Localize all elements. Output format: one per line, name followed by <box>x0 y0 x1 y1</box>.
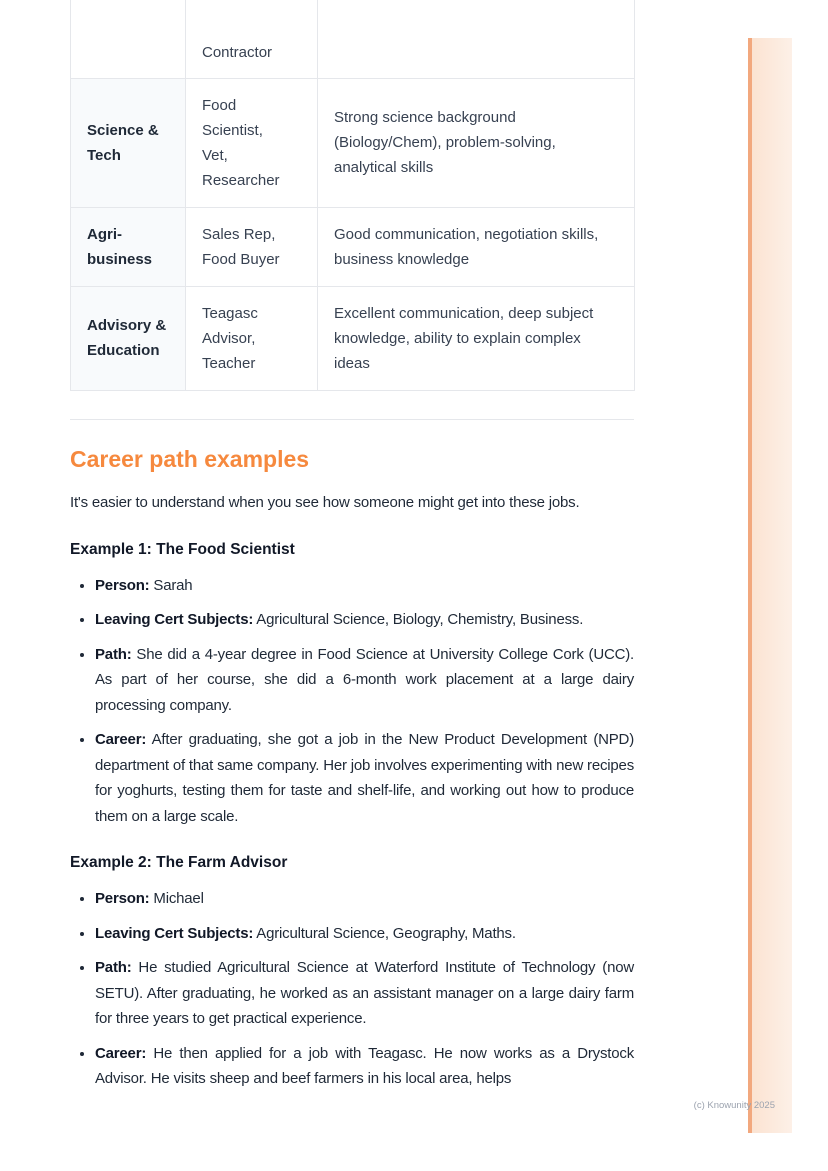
skills-cell: Strong science background (Biology/Chem), problem-solving, analytical skills <box>318 78 635 207</box>
bullet-item: • Leaving Cert Subjects: Agricultural Science, Geography, Maths. <box>95 921 634 947</box>
section-heading: Career path examples <box>70 445 310 472</box>
copyright-notice: (c) Knowunity 2025 <box>693 1100 775 1111</box>
bullet-label: Person: <box>95 890 150 907</box>
bullet-item: • Path: He studied Agricultural Science at Waterford Institute of Technology (now SETU). After graduating, he worked as an assistant manager on a large dairy farm for three years to get practical experience. <box>95 955 634 1032</box>
table-row <box>71 78 635 207</box>
bullet-list <box>70 573 634 830</box>
careers-table <box>70 0 635 391</box>
table-row-partial <box>71 0 635 78</box>
category-cell: Agri-business <box>71 207 186 286</box>
category-cell <box>71 0 186 78</box>
category-cell: Advisory & Education <box>71 286 186 390</box>
bullet-label: Path: <box>95 645 132 663</box>
page-edge-decoration <box>748 38 792 1133</box>
bullet-item: • Person: Sarah <box>95 573 634 599</box>
bullet-item: • Person: Michael <box>95 886 634 912</box>
example-title: Example 1: The Food Scientist <box>70 540 295 558</box>
jobs-cell: Teagasc Advisor, Teacher <box>186 286 318 390</box>
bullet-label: Leaving Cert Subjects: <box>95 924 254 942</box>
examples-container <box>70 540 634 1092</box>
example-title: Example 2: The Farm Advisor <box>70 854 288 871</box>
bullet-label: Career: <box>95 1044 147 1062</box>
jobs-cell: Contractor <box>186 0 318 78</box>
skills-cell <box>318 0 635 78</box>
table-row <box>71 286 635 390</box>
bullet-label: Career: <box>95 731 147 748</box>
bullet-item: • Leaving Cert Subjects: Agricultural Science, Biology, Chemistry, Business. <box>95 607 634 633</box>
bullet-item: • Career: After graduating, she got a job in the New Product Development (NPD) department of that same company. Her job involves experimenting with new recipes for yoghurts, testing them for taste and shelf-life, and working out how to produce them on a large scale. <box>95 727 634 829</box>
bullet-item: • Career: He then applied for a job with Teagasc. He now works as a Drystock Advisor. He visits sheep and beef farmers in his local area, helps <box>95 1041 634 1092</box>
table-row <box>71 207 635 286</box>
intro-paragraph: It's easier to understand when you see how someone might get into these jobs. <box>70 493 580 511</box>
category-cell: Science & Tech <box>71 78 186 207</box>
bullet-label: Path: <box>95 959 132 976</box>
jobs-cell: Sales Rep, Food Buyer <box>186 207 318 286</box>
section-divider <box>70 419 634 420</box>
document-content <box>70 0 634 1101</box>
bullet-list <box>70 886 634 1092</box>
skills-cell: Good communication, negotiation skills, business knowledge <box>318 207 635 286</box>
bullet-label: Leaving Cert Subjects: <box>95 611 254 628</box>
bullet-item: • Path: She did a 4-year degree in Food Science at University College Cork (UCC). As part of her course, she did a 6-month work placement at a large dairy processing company. <box>95 642 634 719</box>
bullet-label: Person: <box>95 576 150 594</box>
skills-cell: Excellent communication, deep subject knowledge, ability to explain complex ideas <box>318 286 635 390</box>
jobs-cell: Food Scientist, Vet, Researcher <box>186 78 318 207</box>
